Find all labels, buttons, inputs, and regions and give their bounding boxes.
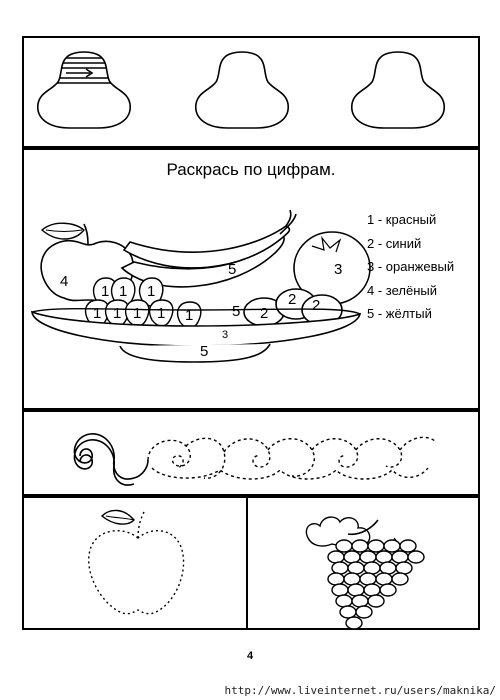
grapes-panel (246, 496, 480, 630)
color-legend (367, 208, 454, 326)
grape-berry (346, 617, 362, 629)
grape-berry (348, 562, 364, 574)
bowl-rim-number: 3 (222, 329, 229, 341)
grape-berry (376, 551, 392, 563)
grape-berry (392, 551, 408, 563)
page-number: 4 (246, 650, 254, 662)
dotted-apple (24, 498, 250, 632)
strawberry-b-number: 1 (119, 283, 128, 300)
instruction-title: Раскрась по цифрам. (166, 160, 336, 179)
bowl-base-number: 5 (200, 343, 209, 360)
plum-b-number: 2 (288, 291, 297, 308)
grape-berry (360, 573, 376, 585)
banana-lower-number: 5 (232, 303, 241, 320)
grape-berry (348, 584, 364, 596)
grape-berry (368, 595, 384, 607)
grape-berry (328, 551, 344, 563)
grape-berry (396, 562, 412, 574)
strawberry-f-number: 1 (133, 305, 142, 322)
grape-berries (328, 540, 424, 629)
pears-tracing-panel (22, 36, 480, 148)
legend-item: 4 - зелёный (367, 282, 438, 298)
grape-berry (344, 573, 360, 585)
grape-berry (408, 551, 424, 563)
grapes-drawing (248, 498, 482, 632)
dashed-spirals (148, 437, 436, 479)
legend-item: 3 - оранжевый (367, 259, 455, 274)
strawberry-d-number: 1 (93, 305, 102, 322)
legend-item: 5 - жёлтый (367, 306, 432, 321)
apple-tracing-panel (22, 496, 248, 630)
grape-berry (384, 540, 400, 552)
banana-top-number: 5 (228, 261, 237, 278)
strawberry-a-number: 1 (101, 283, 110, 300)
strawberry-h-number: 1 (185, 307, 194, 324)
apple-number: 4 (60, 273, 69, 290)
grape-berry (364, 584, 380, 596)
spiral-tracing-panel (22, 410, 480, 496)
grape-berry (368, 540, 384, 552)
grape-berry (332, 562, 348, 574)
fruit-bowl-panel (22, 148, 480, 410)
grape-berry (356, 606, 372, 618)
pear-1 (38, 52, 140, 128)
grape-berry (352, 595, 368, 607)
strawberry-g-number: 1 (157, 305, 166, 322)
footer-url-link[interactable]: http://www.liveinternet.ru/users/maknika/ (224, 684, 496, 697)
pear-2 (196, 52, 288, 128)
pear-3 (352, 52, 444, 128)
grape-berry (392, 573, 408, 585)
bananas-drawing (122, 210, 296, 287)
grape-berry (332, 584, 348, 596)
strawberry-e-number: 1 (113, 305, 122, 322)
grape-berry (352, 540, 368, 552)
grape-berry (376, 573, 392, 585)
spiral-wave-pattern (24, 412, 482, 498)
legend-item: 2 - синий (367, 235, 422, 251)
grape-berry (400, 540, 416, 552)
grape-berry (336, 595, 352, 607)
grape-berry (344, 551, 360, 563)
grape-berry (336, 540, 352, 552)
strawberry-c-number: 1 (147, 283, 156, 300)
grape-berry (340, 606, 356, 618)
plum-c-number: 2 (312, 297, 321, 314)
legend-item: 1 - красный (367, 212, 437, 227)
plum-a-number: 2 (260, 305, 269, 322)
grape-berry (360, 551, 376, 563)
orange-number: 3 (334, 261, 343, 278)
grape-berry (328, 573, 344, 585)
grape-berry (364, 562, 380, 574)
grape-berry (380, 562, 396, 574)
grape-berry (380, 584, 396, 596)
pear-outlines (24, 38, 482, 150)
